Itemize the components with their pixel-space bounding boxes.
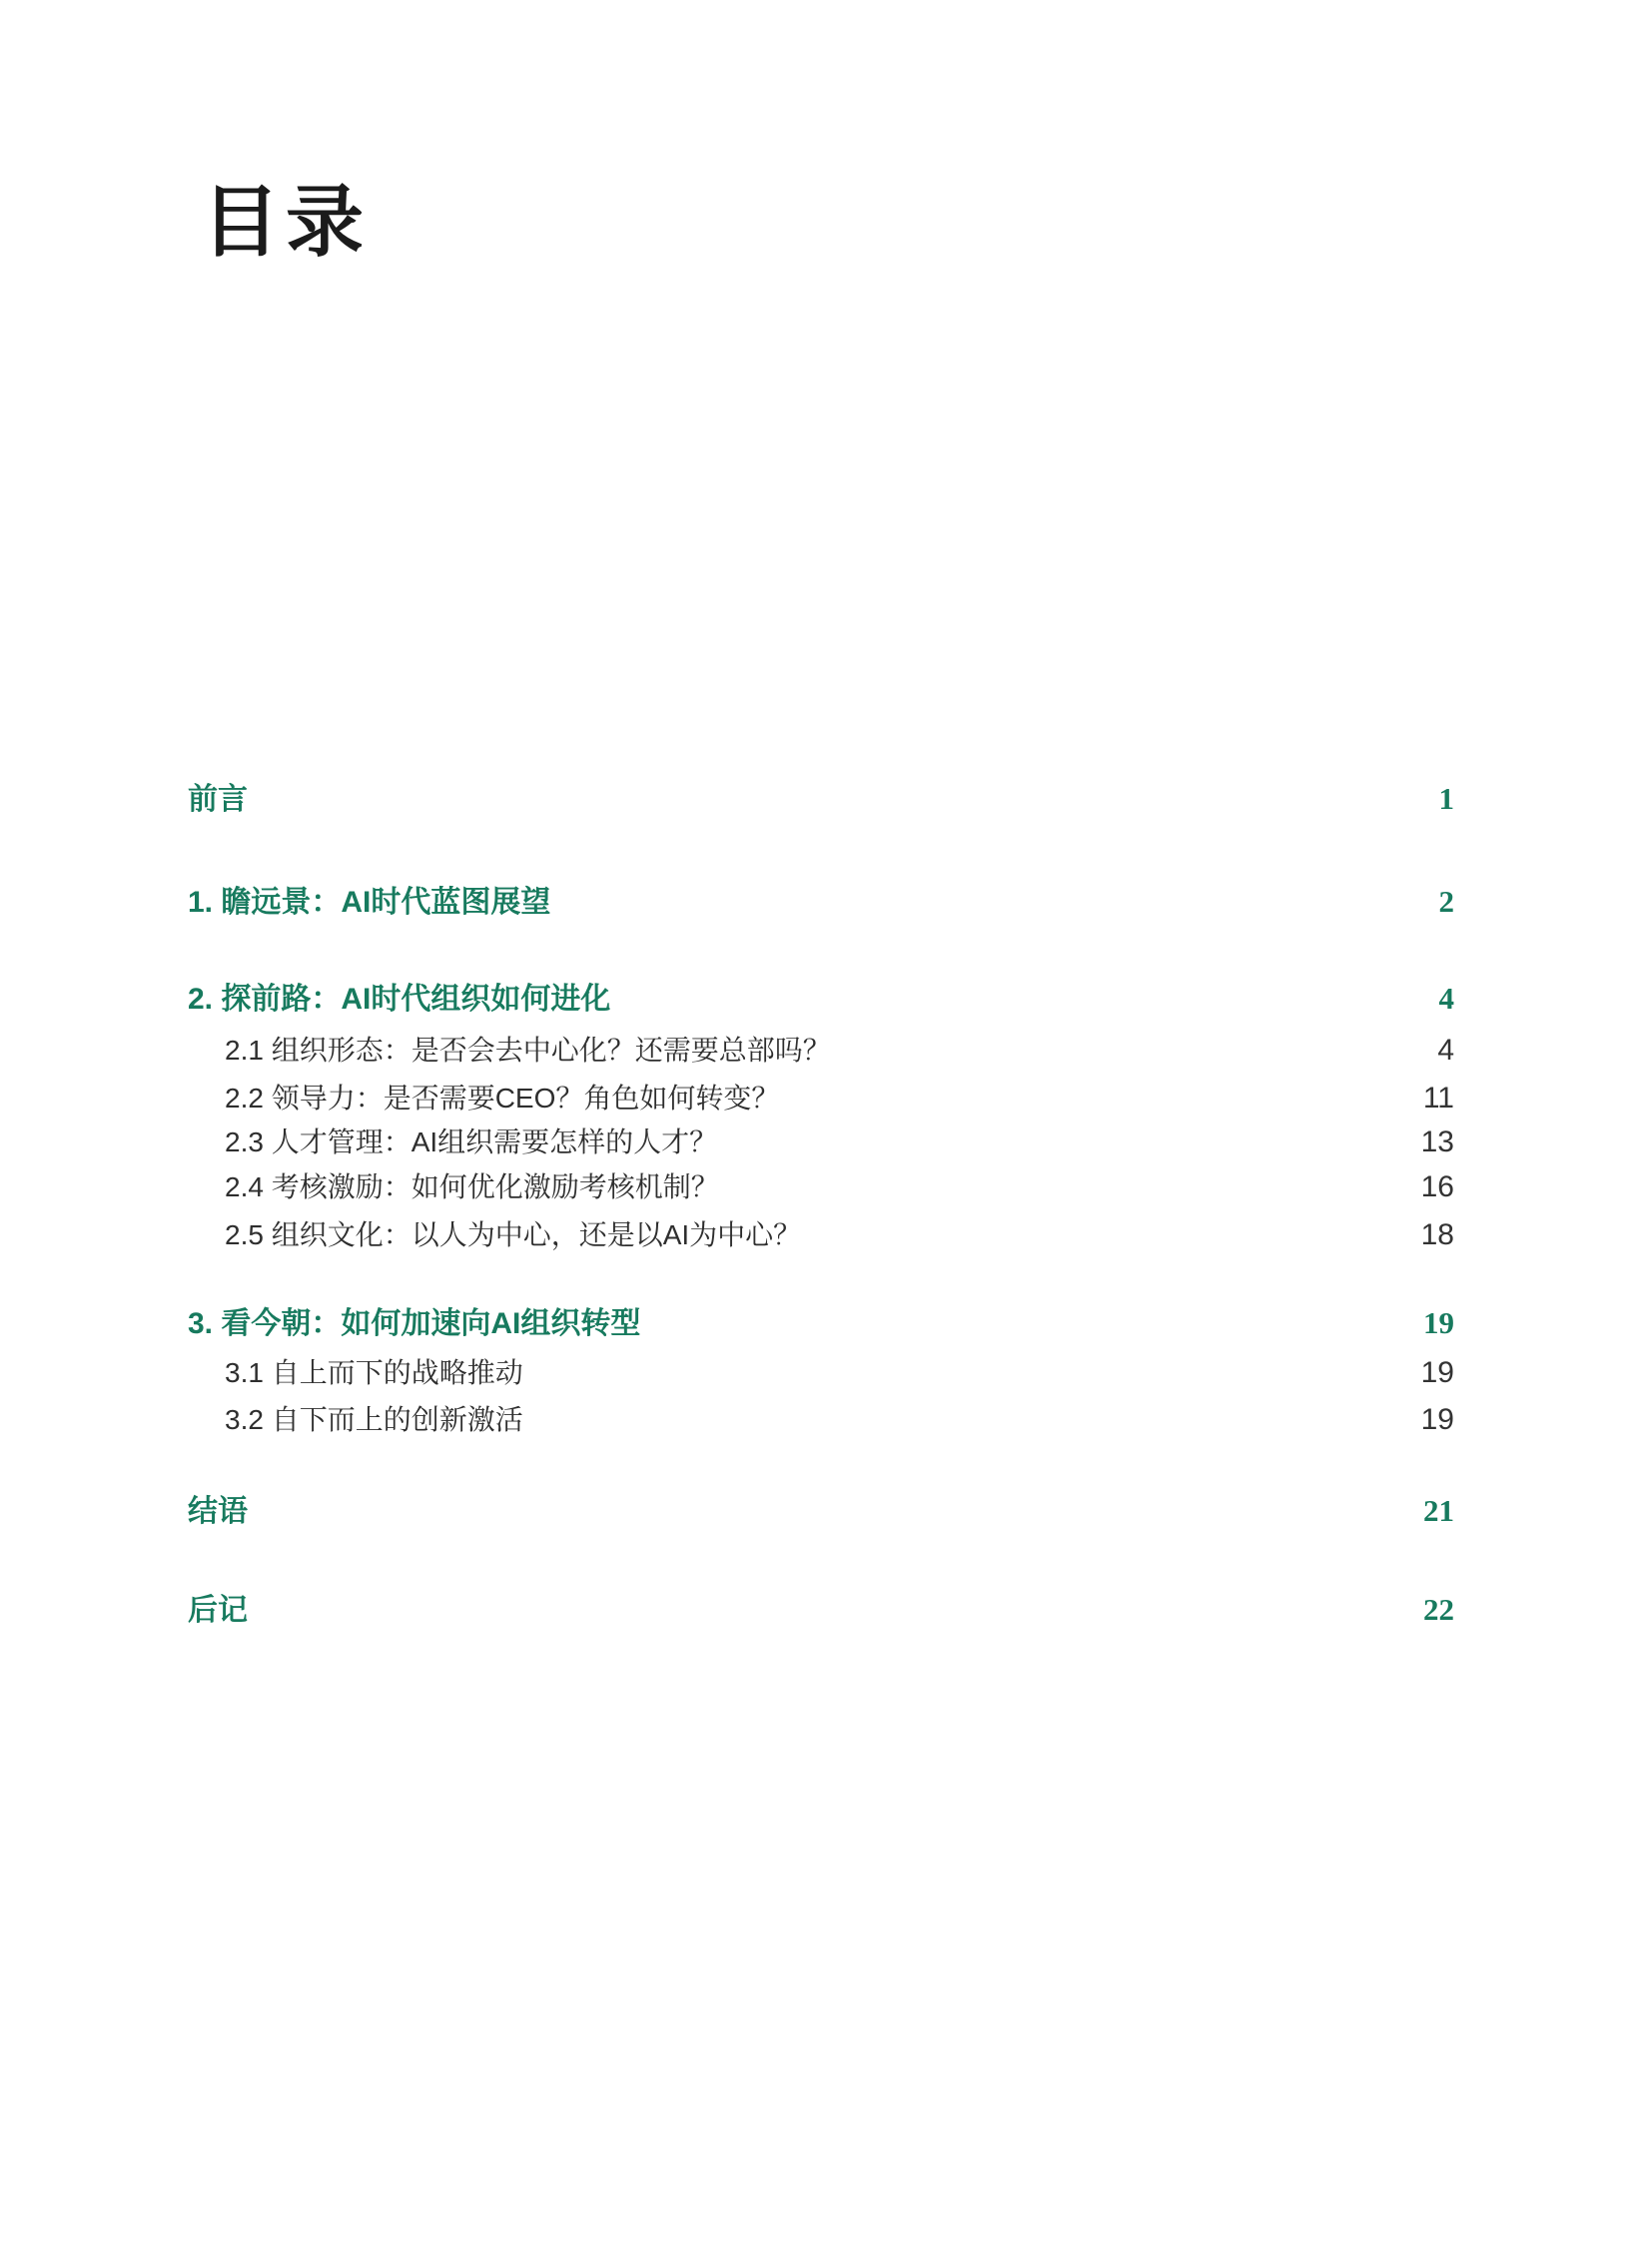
page-title: 目录 [202, 179, 371, 266]
toc-row-foreword[interactable] [188, 779, 1454, 819]
toc-row-section-3-2[interactable] [188, 1400, 1454, 1440]
toc-row-section-3-1[interactable] [188, 1353, 1454, 1393]
toc-page-number: 2 [1438, 884, 1454, 919]
toc-label: 3.1 自上而下的战略推动 [225, 1357, 523, 1388]
toc-row-section-1[interactable] [188, 882, 1454, 922]
toc-row-conclusion[interactable] [188, 1491, 1454, 1531]
toc-label: 2.4 考核激励：如何优化激励考核机制？ [225, 1171, 719, 1202]
toc-page-number: 19 [1423, 1305, 1454, 1340]
toc-label: 后记 [188, 1594, 248, 1627]
toc-label: 2.2 领导力：是否需要CEO？角色如何转变？ [225, 1083, 780, 1114]
toc-row-section-2-5[interactable] [188, 1215, 1454, 1255]
toc-page-number: 19 [1420, 1356, 1454, 1389]
toc-page-number: 11 [1422, 1082, 1454, 1115]
toc-label: 2. 探前路：AI时代组织如何进化 [188, 983, 611, 1016]
toc-page-number: 16 [1420, 1170, 1454, 1203]
toc-label: 1. 瞻远景：AI时代蓝图展望 [188, 886, 551, 919]
toc-row-postscript[interactable] [188, 1590, 1454, 1630]
toc-row-section-2-2[interactable] [188, 1079, 1454, 1119]
toc-label: 2.1 组织形态：是否会去中心化？还需要总部吗？ [225, 1035, 831, 1066]
toc-page-number: 21 [1423, 1493, 1454, 1528]
toc-page-number: 4 [1437, 1034, 1454, 1067]
toc-page-number: 18 [1420, 1218, 1454, 1251]
toc-row-section-2-3[interactable] [188, 1122, 1454, 1162]
toc-page-number: 1 [1438, 781, 1454, 816]
toc-page-number: 19 [1420, 1403, 1454, 1436]
toc-page-number: 4 [1438, 981, 1454, 1016]
toc-label: 结语 [188, 1495, 248, 1528]
toc-page-number: 22 [1423, 1592, 1454, 1627]
toc-page-number: 13 [1420, 1125, 1454, 1158]
toc-row-section-3[interactable] [188, 1303, 1454, 1343]
toc-label: 2.5 组织文化：以人为中心，还是以AI为中心？ [225, 1219, 802, 1250]
toc-label: 前言 [188, 783, 248, 816]
toc-row-section-2[interactable] [188, 979, 1454, 1019]
toc-label: 2.3 人才管理：AI组织需要怎样的人才？ [225, 1126, 718, 1157]
toc-row-section-2-1[interactable] [188, 1031, 1454, 1071]
toc-label: 3.2 自下而上的创新激活 [225, 1404, 523, 1435]
toc-row-section-2-4[interactable] [188, 1167, 1454, 1207]
toc-label: 3. 看今朝：如何加速向AI组织转型 [188, 1307, 641, 1340]
